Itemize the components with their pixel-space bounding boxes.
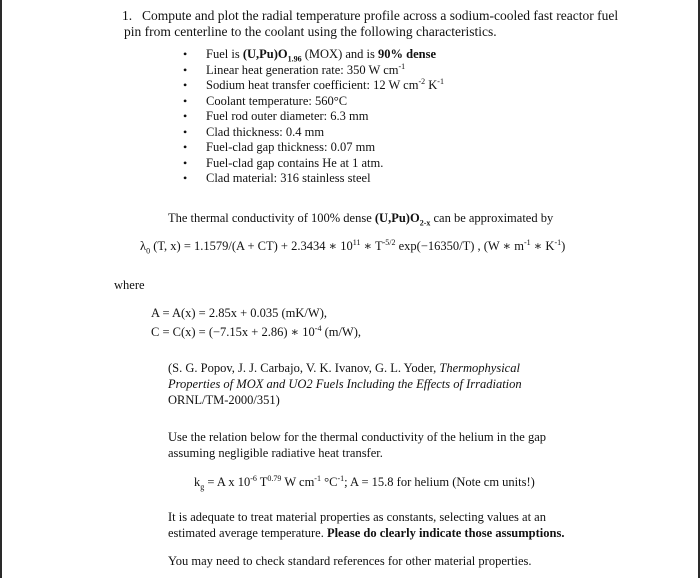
assumptions-line-2: estimated average temperature. Please do clearly indicate those assumptions. bbox=[168, 526, 565, 540]
problem-text-line-2: pin from centerline to the coolant using the following characteristics. bbox=[124, 24, 497, 39]
conductivity-intro: The thermal conductivity of 100% dense $(U,Pu)O_{2-x}$ can be approximated by bbox=[168, 211, 554, 228]
spec-clad-thickness: • Clad thickness: 0.4 mm bbox=[183, 124, 325, 139]
reference-line-1: (S. G. Popov, J. J. Carbajo, V. K. Ivanov, G. L. Yoder, Thermophysical bbox=[168, 361, 520, 375]
spec-coolant-temperature: • Coolant temperature: 560°C bbox=[183, 93, 348, 108]
equation-C: C = C(x) = (−7.15x + 2.86) ∗ $10^{-4}$ (m/W), bbox=[151, 323, 362, 339]
helium-text-line-2: assuming negligible radiative heat transfer. bbox=[168, 446, 383, 460]
bullet-icon: • bbox=[183, 47, 188, 61]
spec-sodium-htc: • Sodium heat transfer coefficient: 12 W $cm^{-2}$ $K^{-1}$ bbox=[183, 76, 444, 92]
bullet-icon: • bbox=[183, 93, 188, 108]
reference-line-2: Properties of MOX and UO2 Fuels Including the Effects of Irradiation bbox=[168, 377, 522, 391]
helium-text-line-1: Use the relation below for the thermal conductivity of the helium in the gap bbox=[168, 430, 547, 444]
spec-fuel: • Fuel is $(U,Pu)O_{1.96}$ (MOX) and is 90% dense bbox=[183, 47, 436, 64]
assumptions-line-1: It is adequate to treat material properties as constants, selecting values at an bbox=[168, 510, 546, 524]
problem-text-line-1: Compute and plot the radial temperature profile across a sodium-cooled fast reactor fuel bbox=[142, 8, 619, 23]
equation-A: A = A(x) = 2.85x + 0.035 (mK/W), bbox=[151, 306, 327, 320]
spec-gap-contents: • Fuel-clad gap contains He at 1 atm. bbox=[183, 155, 384, 170]
left-border bbox=[0, 0, 2, 578]
spec-gap-thickness: • Fuel-clad gap thickness: 0.07 mm bbox=[183, 140, 376, 154]
bullet-icon: • bbox=[183, 124, 188, 139]
lambda-symbol: λ bbox=[140, 239, 147, 253]
spec-rod-diameter: • Fuel rod outer diameter: 6.3 mm bbox=[183, 109, 369, 123]
reference-line-3: ORNL/TM-2000/351) bbox=[168, 393, 280, 407]
helium-conductivity-equation: $k_g = A$ x $10^{-6}$ $T^{0.79}$ W $cm^{-1}$ $^\circ C^{-1}$; A = 15.8 for helium (Note cm units!) bbox=[194, 473, 535, 492]
bullet-icon: • bbox=[183, 62, 188, 77]
spec-heat-generation: • Linear heat generation rate: 350 W $cm^{-1}$ bbox=[183, 61, 406, 77]
bullet-icon: • bbox=[183, 109, 188, 123]
where-label: where bbox=[114, 278, 145, 292]
conductivity-equation: $\lambda_0$ (T, x) = 1.1579/(A + CT) + 2.3434 ∗ $10^{11}$ ∗ $T^{-5/2}$ exp(−16350/T) , (W ∗ $m^{-1}$ ∗ $K^{-1}$) bbox=[140, 237, 566, 256]
bullet-icon: • bbox=[183, 155, 188, 170]
material-properties-note: You may need to check standard references for other material properties. bbox=[168, 554, 532, 568]
problem-number: 1. bbox=[122, 8, 133, 23]
bullet-icon: • bbox=[183, 78, 188, 92]
spec-list bbox=[180, 47, 444, 187]
bullet-icon: • bbox=[183, 140, 188, 154]
spec-clad-material: • Clad material: 316 stainless steel bbox=[183, 171, 371, 185]
bullet-icon: • bbox=[183, 171, 188, 185]
